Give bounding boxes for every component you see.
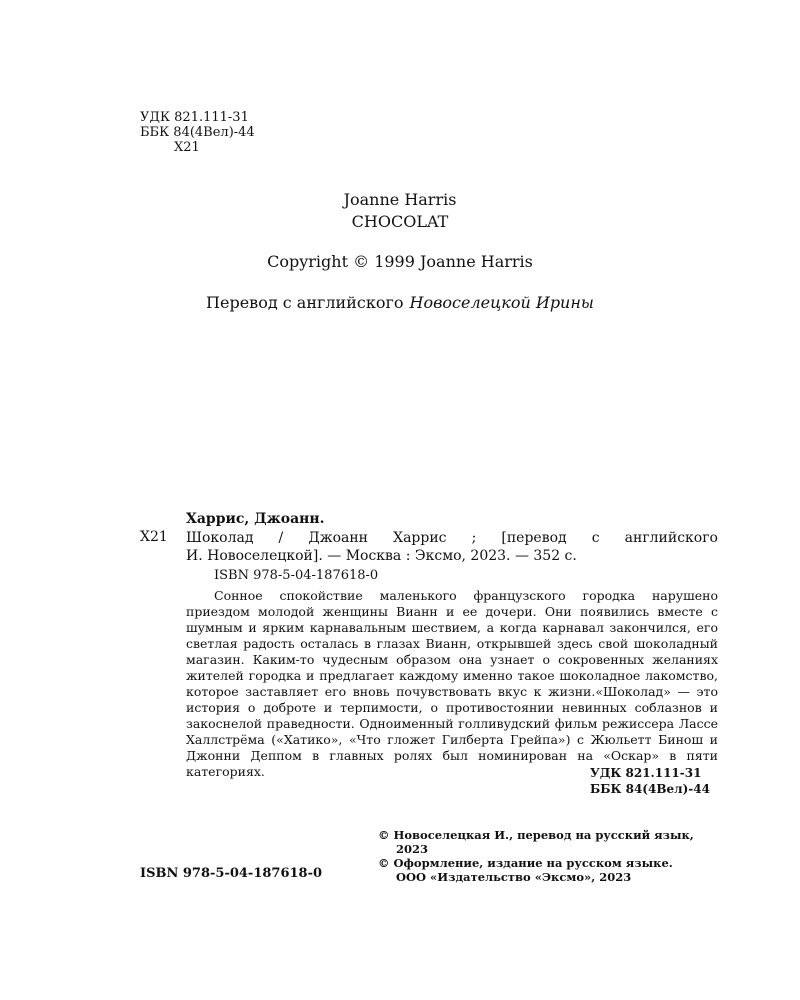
description-line-2: И. Новоселецкой]. — Москва : Эксмо, 2023. — 352 с.: [186, 548, 577, 564]
translator-name: Новоселецкой Ирины: [409, 293, 594, 312]
author-mark: Х21: [174, 140, 200, 155]
bibliographic-bbk: ББК 84(4Вел)-44: [590, 782, 710, 796]
copyright-translation-year: 2023: [396, 842, 429, 856]
translation-label: Перевод с английского: [206, 293, 404, 312]
bibliographic-isbn: ISBN 978-5-04-187618-0: [214, 568, 379, 583]
publisher-line: ООО «Издательство «Эксмо», 2023: [396, 870, 632, 884]
bibliographic-author-mark: Х21: [140, 529, 168, 545]
description-line-1: Шоколад / Джоанн Харрис ; [перевод с английского: [186, 530, 718, 546]
classification-block: [140, 110, 255, 155]
bibliographic-heading: Харрис, Джоанн.: [186, 511, 325, 527]
annotation-text: Сонное спокойствие маленького французского городка нарушено приездом молодой женщины Вианн и ее дочери. Они появились вместе с шумным и ярким карнавальным шествием, а когда карнавал закончился, его светлая радость осталась в глазах Вианн, открывшей здесь свой шоколадный магазин. Каким-то чудесным образом она узнает о сокровенных желаниях жителей городка и предлагает каждому именно такое шоколадное лакомство, которое заставляет его вновь почувствовать вкус к жизни.«Шоколад» — это история о доброте и терпимости, о противостоянии невинных соблазнов и закоснелой праведности. Одноименный голливудский фильм режиссера Лассе Халлстрёма («Хатико», «Что гложет Гилберта Грейпа») с Жюльетт Бинош и Джонни Деппом в главных ролях был номинирован на «Оскар» в пяти категориях.: [186, 588, 718, 779]
bbk-code: ББК 84(4Вел)-44: [140, 125, 255, 140]
translation-credit: [0, 293, 800, 312]
original-copyright: Copyright © 1999 Joanne Harris: [267, 252, 533, 271]
bibliographic-codes: [590, 765, 710, 797]
bibliographic-description: [186, 529, 718, 547]
copyright-block: [378, 828, 738, 884]
udk-code: УДК 821.111-31: [140, 110, 249, 125]
bibliographic-udk: УДК 821.111-31: [590, 766, 702, 780]
original-title: CHOCOLAT: [351, 212, 449, 231]
original-author: Joanne Harris: [343, 190, 457, 209]
copyright-design: © Оформление, издание на русском языке.: [378, 856, 673, 870]
copyright-translation: © Новоселецкая И., перевод на русский язык,: [378, 828, 694, 842]
footer-isbn: ISBN 978-5-04-187618-0: [140, 866, 323, 881]
